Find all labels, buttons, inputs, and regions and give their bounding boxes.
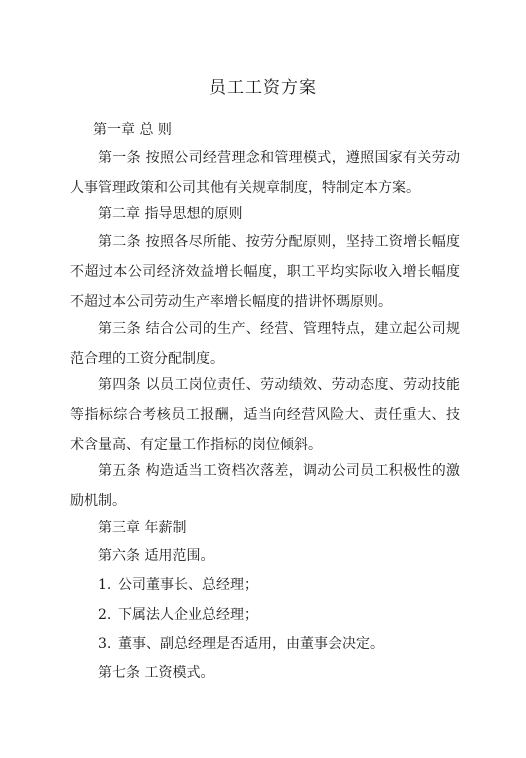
- list-item: [98, 600, 258, 630]
- list-item-number: 1.: [98, 577, 112, 593]
- article-4-paragraph: 第四条 以员工岗位责任、劳动绩效、劳动态度、劳动技能等指标综合考核员工报酬，适当向经营风险大、责任重大、技术含量高、有定量工作指标的岗位倾斜。: [70, 377, 460, 453]
- chapter-2-heading: 第二章 指导思想的原则: [98, 206, 243, 222]
- article-6-heading: 第六条 适用范围。: [98, 548, 215, 564]
- list-item: [98, 570, 258, 600]
- article-7-heading: 第七条 工资模式。: [98, 665, 215, 681]
- list-item-text: 公司董事长、总经理；: [118, 577, 258, 593]
- article-5-paragraph: 第五条 构造适当工资档次落差，调动公司员工积极性的激励机制。: [70, 463, 460, 509]
- article-1-paragraph: 第一条 按照公司经营理念和管理模式，遵照国家有关劳动人事管理政策和公司其他有关规章制度，特制定本方案。: [70, 150, 460, 196]
- chapter-1-heading: 第一章 总 则: [93, 122, 172, 138]
- list-item-number: 3.: [98, 636, 112, 652]
- list-item-text: 下属法人企业总经理；: [118, 607, 258, 623]
- article-3-paragraph: 第三条 结合公司的生产、经营、管理特点，建立起公司规范合理的工资分配制度。: [70, 321, 460, 367]
- document-title: 员工工资方案: [209, 78, 317, 98]
- list-item: [98, 629, 384, 659]
- article-2-paragraph: 第二条 按照各尽所能、按劳分配原则，坚持工资增长幅度不超过本公司经济效益增长幅度，职工平均实际收入增长幅度不超过本公司劳动生产率增长幅度的措讲怀瑪原则。: [70, 234, 460, 310]
- list-item-number: 2.: [98, 607, 112, 623]
- chapter-3-heading: 第三章 年薪制: [98, 520, 187, 536]
- list-item-text: 董事、副总经理是否适用，由董事会决定。: [118, 636, 384, 652]
